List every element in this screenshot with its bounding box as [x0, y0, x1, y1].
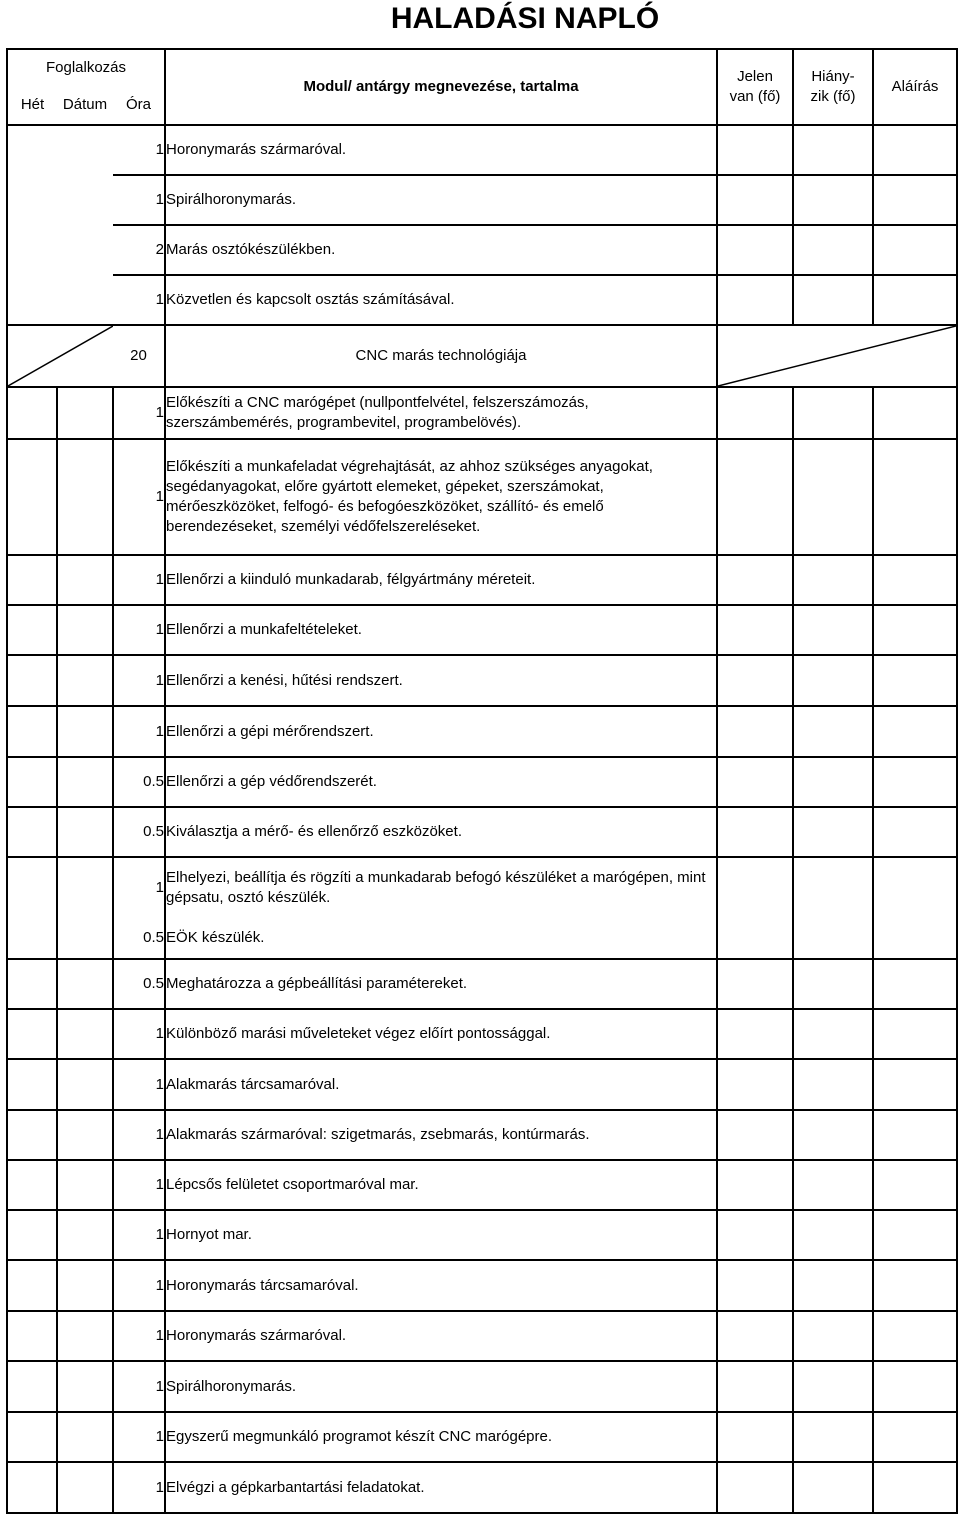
alairas-cell[interactable] [873, 1210, 957, 1260]
content-cell: Ellenőrzi a munkafeltételeket. [165, 605, 717, 655]
content-cell: Elvégzi a gépkarbantartási feladatokat. [165, 1462, 717, 1513]
table-row [7, 1311, 957, 1361]
hours-cell: 2 [113, 225, 165, 275]
alairas-cell[interactable] [873, 917, 957, 959]
content-cell: Alakmarás tárcsamaróval. [165, 1059, 717, 1110]
alairas-cell[interactable] [873, 439, 957, 555]
jelen-cell[interactable] [717, 125, 793, 175]
datum-cell[interactable] [57, 1412, 113, 1462]
table-row [7, 1059, 957, 1110]
hiany-cell[interactable] [793, 605, 873, 655]
datum-cell[interactable] [57, 959, 113, 1009]
het-cell[interactable] [7, 1361, 57, 1412]
content-cell: Spirálhoronymarás. [165, 175, 717, 225]
het-cell[interactable] [7, 706, 57, 757]
content-cell: Horonymarás szármaróval. [165, 125, 717, 175]
jelen-cell[interactable] [717, 275, 793, 325]
het-cell[interactable] [7, 757, 57, 807]
datum-cell[interactable] [57, 1462, 113, 1513]
hiany-cell[interactable] [793, 1260, 873, 1311]
jelen-cell[interactable] [717, 917, 793, 959]
content-cell: Ellenőrzi a gépi mérőrendszert. [165, 706, 717, 757]
alairas-cell[interactable] [873, 1462, 957, 1513]
hours-cell: 1 [113, 275, 165, 325]
jelen-cell[interactable] [717, 1059, 793, 1110]
hiany-cell[interactable] [793, 1311, 873, 1361]
hours-cell: 0.5 [113, 757, 165, 807]
alairas-cell[interactable] [873, 807, 957, 857]
content-cell: Elhelyezi, beállítja és rögzíti a munkadarab befogó készüléket a marógépen, mint gépsatu, osztó készülék. [165, 857, 717, 917]
content-cell: Ellenőrzi a kenési, hűtési rendszert. [165, 655, 717, 706]
hiany-cell[interactable] [793, 1110, 873, 1160]
hours-cell: 1 [113, 1160, 165, 1210]
hiany-cell[interactable] [793, 225, 873, 275]
jelen-cell[interactable] [717, 225, 793, 275]
header-jelen-line2: van (fő) [729, 88, 781, 105]
hours-cell: 1 [113, 1009, 165, 1059]
datum-cell[interactable] [57, 655, 113, 706]
jelen-cell[interactable] [717, 605, 793, 655]
table-row [7, 439, 957, 555]
header-jelen [717, 49, 793, 125]
hours-cell: 1 [113, 1210, 165, 1260]
het-cell[interactable] [7, 1160, 57, 1210]
het-cell[interactable] [7, 1311, 57, 1361]
jelen-cell[interactable] [717, 1210, 793, 1260]
het-cell[interactable] [7, 807, 57, 857]
table-row [7, 225, 957, 275]
section-title: CNC marás technológiája [165, 325, 717, 387]
table-row [7, 275, 957, 325]
hiany-cell[interactable] [793, 1361, 873, 1412]
jelen-cell[interactable] [717, 555, 793, 605]
header-hiany-line1: Hiány- [811, 68, 855, 85]
content-cell: EÖK készülék. [165, 917, 717, 959]
alairas-cell[interactable] [873, 1009, 957, 1059]
alairas-cell[interactable] [873, 387, 957, 439]
hiany-cell[interactable] [793, 175, 873, 225]
alairas-cell[interactable] [873, 655, 957, 706]
jelen-cell[interactable] [717, 1260, 793, 1311]
hiany-cell[interactable] [793, 555, 873, 605]
jelen-cell[interactable] [717, 706, 793, 757]
hours-cell: 1 [113, 125, 165, 175]
jelen-cell[interactable] [717, 959, 793, 1009]
table-row [7, 605, 957, 655]
datum-cell[interactable] [57, 1160, 113, 1210]
jelen-cell[interactable] [717, 1412, 793, 1462]
alairas-cell[interactable] [873, 605, 957, 655]
hours-cell: 1 [113, 1059, 165, 1110]
section-diagonal-right [717, 325, 957, 387]
hiany-cell[interactable] [793, 125, 873, 175]
datum-cell[interactable] [57, 1110, 113, 1160]
hours-cell: 1 [113, 1110, 165, 1160]
jelen-cell[interactable] [717, 1462, 793, 1513]
hours-cell: 1 [113, 655, 165, 706]
datum-cell[interactable] [57, 387, 113, 439]
hiany-cell[interactable] [793, 857, 873, 917]
jelen-cell[interactable] [717, 387, 793, 439]
content-cell: Horonymarás tárcsamaróval. [165, 1260, 717, 1311]
content-cell: Alakmarás szármaróval: szigetmarás, zsebmarás, kontúrmarás. [165, 1110, 717, 1160]
het-cell[interactable] [7, 439, 57, 555]
datum-cell[interactable] [57, 439, 113, 555]
het-cell[interactable] [7, 1110, 57, 1160]
alairas-cell[interactable] [873, 1412, 957, 1462]
hiany-cell[interactable] [793, 807, 873, 857]
datum-cell[interactable] [57, 807, 113, 857]
alairas-cell[interactable] [873, 1059, 957, 1110]
header-alairas: Aláírás [873, 49, 957, 125]
datum-cell[interactable] [57, 605, 113, 655]
table-row [7, 387, 957, 439]
table-row [7, 1160, 957, 1210]
het-cell[interactable] [7, 917, 57, 959]
hours-cell: 1 [113, 1260, 165, 1311]
datum-cell[interactable] [57, 1311, 113, 1361]
content-cell: Előkészíti a munkafeladat végrehajtását, az ahhoz szükséges anyagokat, segédanyagokat, előre gyártott elemeket, gépeket, szerszámokat, mérőeszközöket, felfogó- és befogóeszközöket, szállító- és emelő berendezéseket, személyi védőfelszereléseket. [165, 439, 717, 555]
jelen-cell[interactable] [717, 655, 793, 706]
hours-cell: 1 [113, 387, 165, 439]
content-cell: Kiválasztja a mérő- és ellenőrző eszközöket. [165, 807, 717, 857]
diagonal-line-left [8, 326, 113, 386]
empty-cell [7, 225, 113, 275]
jelen-cell[interactable] [717, 1311, 793, 1361]
hours-cell: 1 [113, 1412, 165, 1462]
header-foglalkozas: Foglalkozás [7, 49, 165, 85]
hours-cell: 1 [113, 605, 165, 655]
header-het: Hét [7, 85, 57, 125]
table-row [7, 655, 957, 706]
hiany-cell[interactable] [793, 1009, 873, 1059]
section-diagonal-left [7, 325, 113, 387]
progress-log-table [6, 48, 958, 1514]
alairas-cell[interactable] [873, 555, 957, 605]
hours-cell: 1 [113, 439, 165, 555]
alairas-cell[interactable] [873, 1311, 957, 1361]
datum-cell[interactable] [57, 757, 113, 807]
het-cell[interactable] [7, 1059, 57, 1110]
content-cell: Különböző marási műveleteket végez előírt pontossággal. [165, 1009, 717, 1059]
section-hours: 20 [113, 325, 165, 387]
table-row [7, 1361, 957, 1412]
alairas-cell[interactable] [873, 757, 957, 807]
table-row [7, 1210, 957, 1260]
table-row [7, 757, 957, 807]
jelen-cell[interactable] [717, 439, 793, 555]
empty-cell [7, 275, 113, 325]
alairas-cell[interactable] [873, 1361, 957, 1412]
hours-cell: 1 [113, 1311, 165, 1361]
alairas-cell[interactable] [873, 1160, 957, 1210]
section-row [7, 325, 957, 387]
hours-cell: 0.5 [113, 959, 165, 1009]
alairas-cell[interactable] [873, 225, 957, 275]
hours-cell: 0.5 [113, 807, 165, 857]
hours-cell: 0.5 [113, 917, 165, 959]
het-cell[interactable] [7, 605, 57, 655]
hiany-cell[interactable] [793, 275, 873, 325]
jelen-cell[interactable] [717, 1160, 793, 1210]
het-cell[interactable] [7, 655, 57, 706]
alairas-cell[interactable] [873, 1260, 957, 1311]
hours-cell: 1 [113, 706, 165, 757]
hiany-cell[interactable] [793, 1210, 873, 1260]
header-row-top [7, 49, 957, 85]
datum-cell[interactable] [57, 1059, 113, 1110]
table-row [7, 917, 957, 959]
datum-cell[interactable] [57, 1009, 113, 1059]
header-ora: Óra [113, 85, 165, 125]
alairas-cell[interactable] [873, 125, 957, 175]
het-cell[interactable] [7, 1210, 57, 1260]
content-cell: Lépcsős felületet csoportmaróval mar. [165, 1160, 717, 1210]
table-row [7, 857, 957, 917]
hiany-cell[interactable] [793, 655, 873, 706]
het-cell[interactable] [7, 857, 57, 917]
jelen-cell[interactable] [717, 1361, 793, 1412]
hiany-cell[interactable] [793, 1412, 873, 1462]
hiany-cell[interactable] [793, 706, 873, 757]
het-cell[interactable] [7, 1009, 57, 1059]
het-cell[interactable] [7, 1412, 57, 1462]
hours-cell: 1 [113, 555, 165, 605]
hiany-cell[interactable] [793, 1059, 873, 1110]
alairas-cell[interactable] [873, 1110, 957, 1160]
datum-cell[interactable] [57, 1361, 113, 1412]
table-row [7, 959, 957, 1009]
jelen-cell[interactable] [717, 175, 793, 225]
datum-cell[interactable] [57, 706, 113, 757]
content-cell: Hornyot mar. [165, 1210, 717, 1260]
content-cell: Ellenőrzi a kiinduló munkadarab, félgyártmány méreteit. [165, 555, 717, 605]
alairas-cell[interactable] [873, 175, 957, 225]
jelen-cell[interactable] [717, 1009, 793, 1059]
empty-cell [7, 125, 113, 175]
het-cell[interactable] [7, 959, 57, 1009]
hiany-cell[interactable] [793, 917, 873, 959]
jelen-cell[interactable] [717, 1110, 793, 1160]
header-datum: Dátum [57, 85, 113, 125]
alairas-cell[interactable] [873, 706, 957, 757]
alairas-cell[interactable] [873, 959, 957, 1009]
hours-cell: 1 [113, 1462, 165, 1513]
hiany-cell[interactable] [793, 387, 873, 439]
content-cell: Marás osztókészülékben. [165, 225, 717, 275]
header-modul: Modul/ antárgy megnevezése, tartalma [165, 49, 717, 125]
table-row [7, 125, 957, 175]
table-row [7, 555, 957, 605]
hiany-cell[interactable] [793, 439, 873, 555]
page-title: HALADÁSI NAPLÓ [390, 2, 660, 35]
jelen-cell[interactable] [717, 857, 793, 917]
header-jelen-line1: Jelen [737, 68, 773, 85]
table-row [7, 1260, 957, 1311]
content-cell: Közvetlen és kapcsolt osztás számításával. [165, 275, 717, 325]
content-cell: Horonymarás szármaróval. [165, 1311, 717, 1361]
alairas-cell[interactable] [873, 857, 957, 917]
content-cell: Egyszerű megmunkáló programot készít CNC marógépre. [165, 1412, 717, 1462]
content-cell: Meghatározza a gépbeállítási paramétereket. [165, 959, 717, 1009]
datum-cell[interactable] [57, 1210, 113, 1260]
hours-cell: 1 [113, 1361, 165, 1412]
hiany-cell[interactable] [793, 1462, 873, 1513]
content-cell: Spirálhoronymarás. [165, 1361, 717, 1412]
table-row [7, 175, 957, 225]
table-row [7, 1462, 957, 1513]
content-cell: Előkészíti a CNC marógépet (nullpontfelvétel, felszerszámozás, szerszámbemérés, programbevitel, programbelövés). [165, 387, 717, 439]
hiany-cell[interactable] [793, 959, 873, 1009]
hours-cell: 1 [113, 857, 165, 917]
datum-cell[interactable] [57, 917, 113, 959]
header-hiany [793, 49, 873, 125]
jelen-cell[interactable] [717, 757, 793, 807]
het-cell[interactable] [7, 1462, 57, 1513]
hiany-cell[interactable] [793, 757, 873, 807]
empty-cell [7, 175, 113, 225]
jelen-cell[interactable] [717, 807, 793, 857]
datum-cell[interactable] [57, 555, 113, 605]
table-row [7, 1009, 957, 1059]
hours-cell: 1 [113, 175, 165, 225]
table-row [7, 1412, 957, 1462]
het-cell[interactable] [7, 555, 57, 605]
alairas-cell[interactable] [873, 275, 957, 325]
table-row [7, 706, 957, 757]
datum-cell[interactable] [57, 1260, 113, 1311]
hiany-cell[interactable] [793, 1160, 873, 1210]
table-row [7, 807, 957, 857]
het-cell[interactable] [7, 387, 57, 439]
table-row [7, 1110, 957, 1160]
datum-cell[interactable] [57, 857, 113, 917]
header-hiany-line2: zik (fő) [810, 88, 856, 105]
diagonal-line-right [718, 326, 956, 386]
content-cell: Ellenőrzi a gép védőrendszerét. [165, 757, 717, 807]
het-cell[interactable] [7, 1260, 57, 1311]
